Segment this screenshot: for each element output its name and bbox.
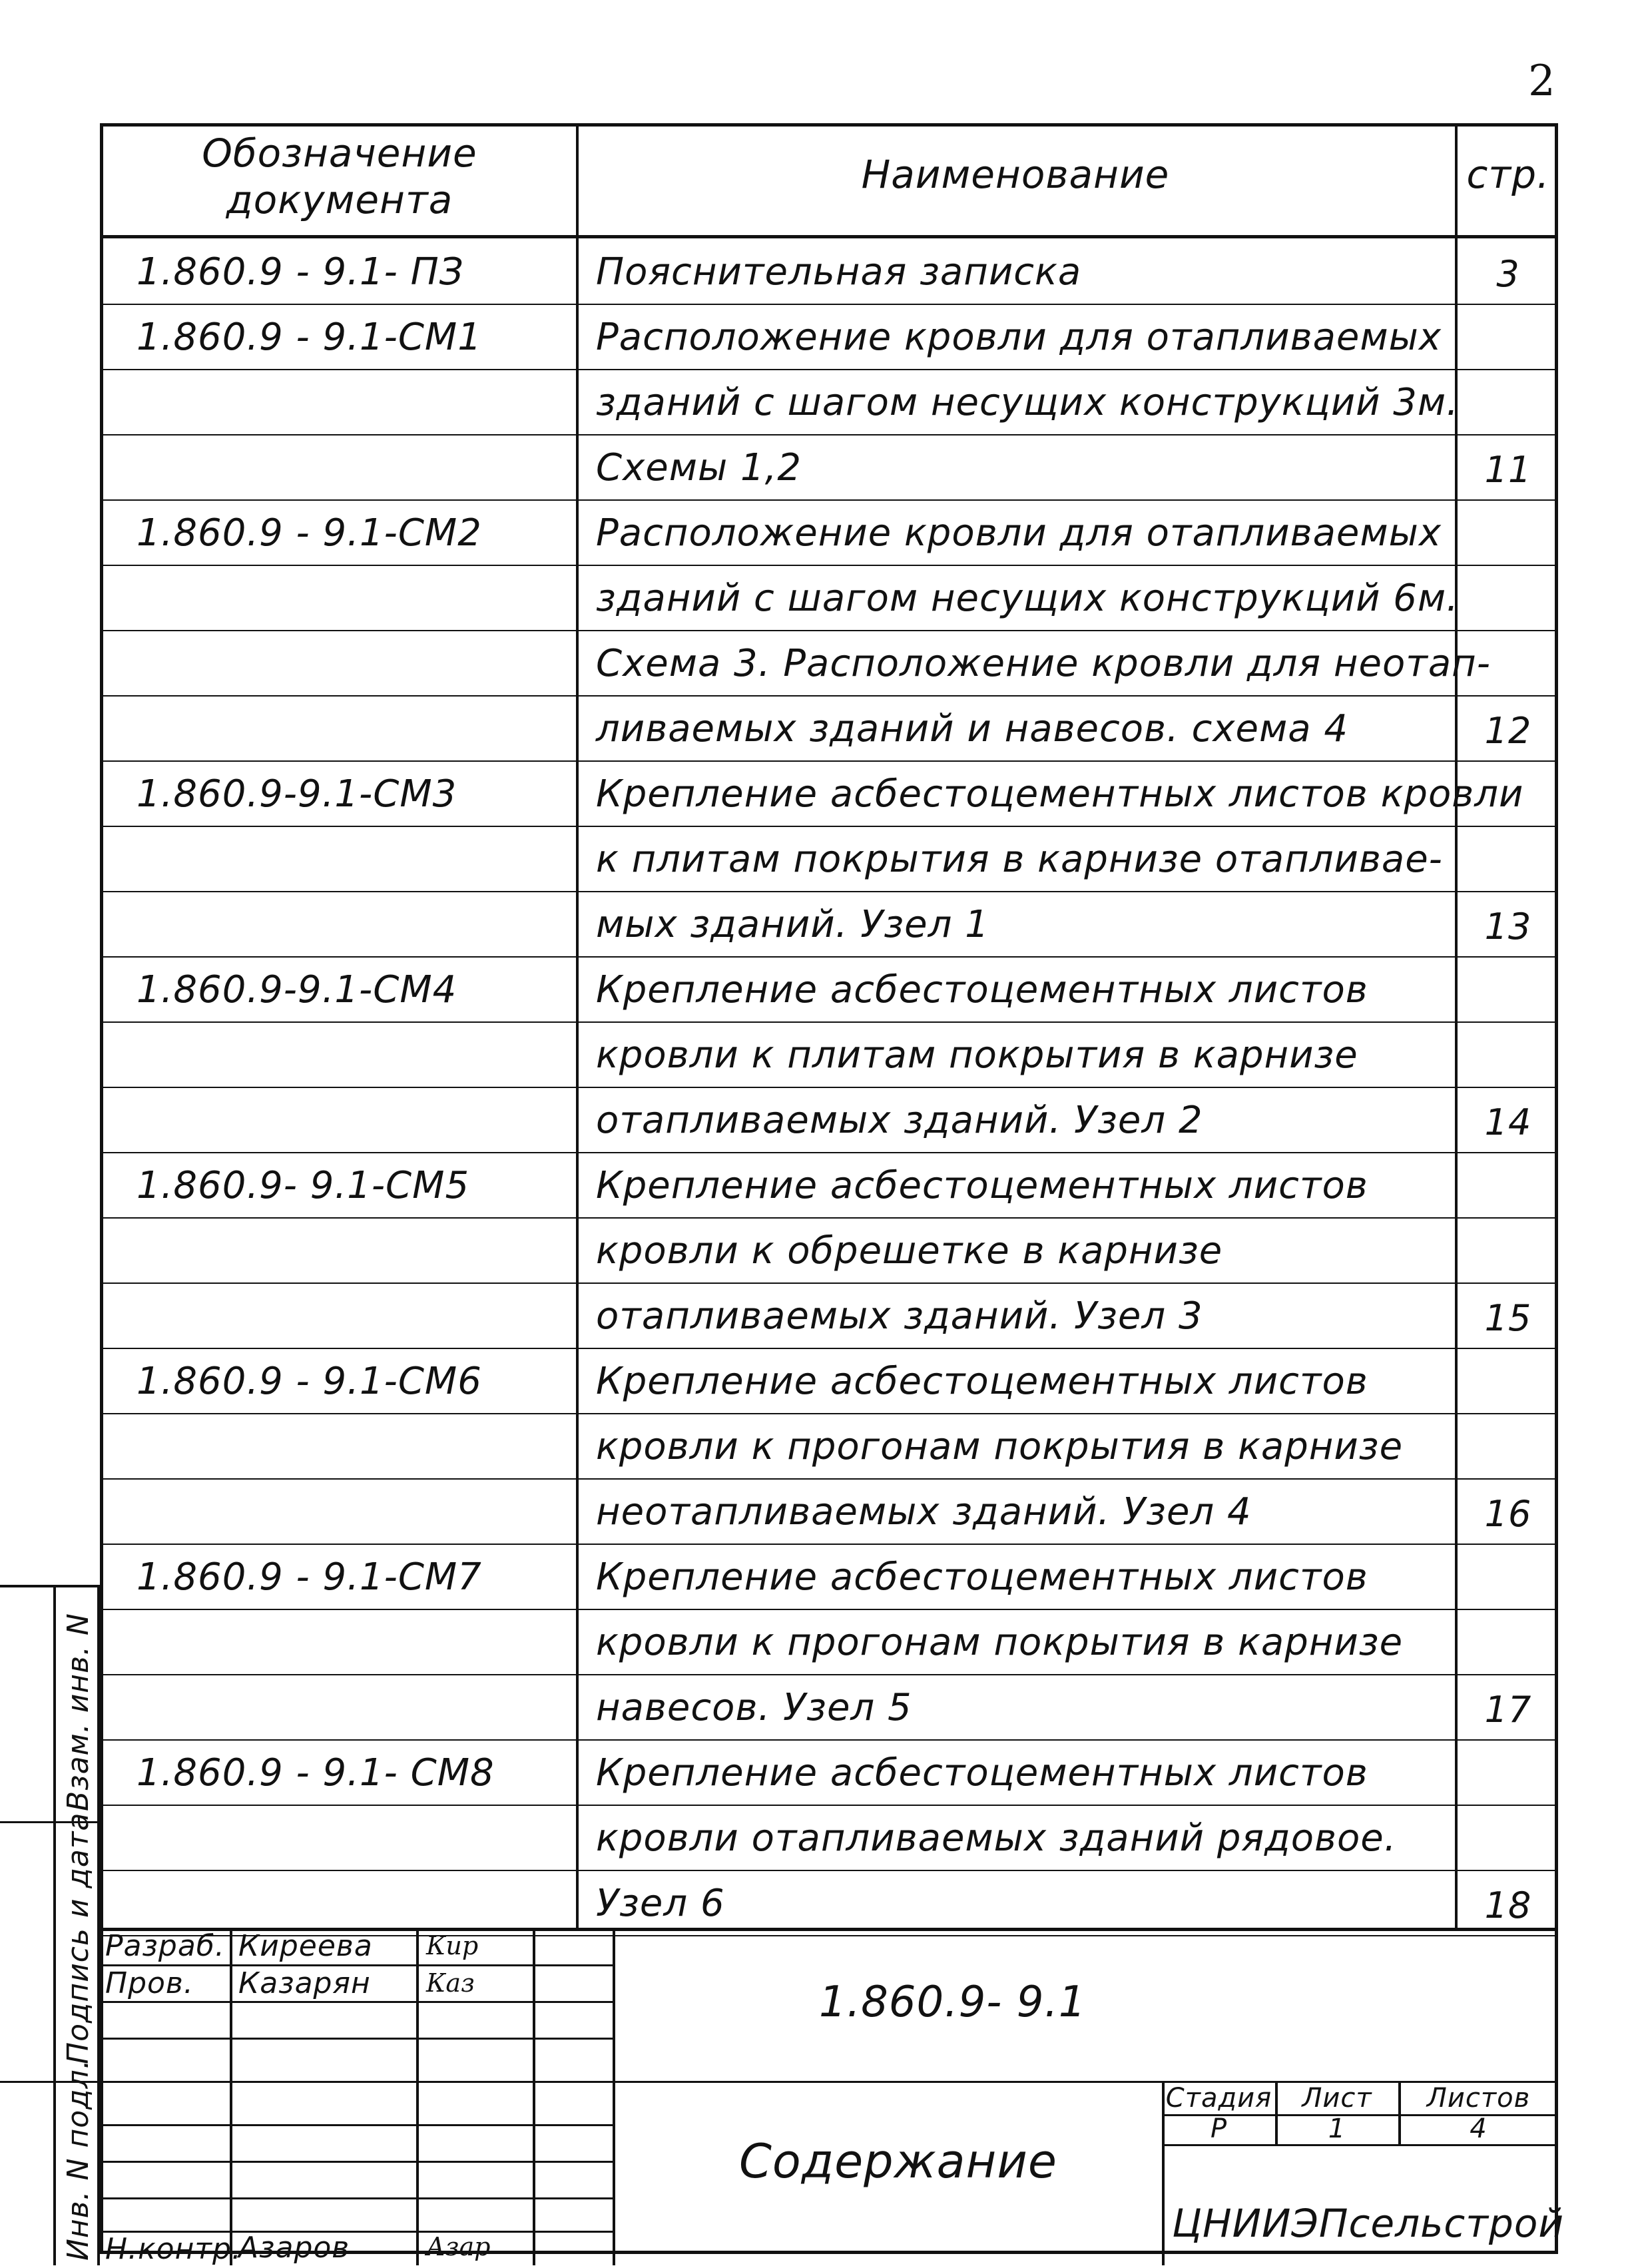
role-norm-control: Н.контр. [105, 2232, 242, 2266]
sheets-label: Листов [1426, 2083, 1531, 2114]
row-name: кровли к прогонам покрытия в карнизе [596, 1621, 1404, 1664]
row-divider [100, 565, 1558, 566]
role-developed: Разраб. [105, 1929, 225, 1963]
row-divider [100, 1087, 1558, 1088]
header-designation-line2: документа [226, 177, 453, 222]
row-code: 1.860.9 - 9.1- ПЗ [136, 250, 464, 294]
row-page: 13 [1484, 906, 1532, 948]
header-name: Наименование [861, 152, 1170, 197]
signature-checked: Каз [426, 1968, 475, 1998]
row-code: 1.860.9-9.1-СМ3 [136, 772, 457, 816]
row-name: кровли отапливаемых зданий рядовое. [596, 1817, 1397, 1860]
row-code: 1.860.9 - 9.1-СМ1 [136, 316, 482, 359]
title-block-doc-code: 1.860.9- 9.1 [819, 1978, 1087, 2027]
row-name: навесов. Узел 5 [596, 1686, 912, 1729]
row-code: 1.860.9- 9.1-СМ5 [136, 1164, 470, 1207]
row-page: 3 [1496, 253, 1520, 295]
side-inv-replace: Взам. инв. N [61, 1613, 95, 1811]
row-code: 1.860.9 - 9.1-СМ2 [136, 511, 482, 555]
row-divider [100, 1152, 1558, 1153]
row-name: Схемы 1,2 [596, 446, 802, 489]
header-designation [107, 130, 573, 223]
row-divider [100, 630, 1558, 631]
tb-row-5 [100, 2124, 613, 2126]
row-divider [100, 1413, 1558, 1414]
person-norm-control: Азаров [238, 2231, 350, 2265]
row-page: 18 [1484, 1884, 1532, 1926]
row-name: Расположение кровли для отапливаемых [596, 316, 1442, 359]
side-stamp-col-2 [97, 1585, 100, 2265]
row-name: Крепление асбестоцементных листов [596, 1360, 1368, 1403]
row-name: мых зданий. Узел 1 [596, 903, 989, 946]
row-name: кровли к обрешетке в карнизе [596, 1229, 1223, 1273]
row-divider [100, 1674, 1558, 1675]
tb-row-7 [100, 2197, 613, 2199]
sheet-label: Лист [1302, 2083, 1372, 2114]
tb-col-2 [416, 1928, 419, 2265]
row-divider [100, 369, 1558, 370]
tb-stage-values [1162, 2144, 1558, 2146]
row-name: Крепление асбестоцементных листов [596, 1751, 1368, 1795]
row-name: ливаемых зданий и навесов. схема 4 [596, 707, 1348, 750]
row-divider [100, 499, 1558, 501]
row-name: кровли к плитам покрытия в карнизе [596, 1033, 1358, 1077]
row-name: неотапливаемых зданий. Узел 4 [596, 1490, 1252, 1534]
row-divider [100, 1739, 1558, 1741]
person-developed: Киреева [238, 1929, 373, 1963]
row-name: кровли к прогонам покрытия в карнизе [596, 1425, 1404, 1468]
page-number: 2 [1528, 57, 1555, 106]
row-name: зданий с шагом несущих конструкций 3м. [596, 381, 1459, 424]
row-name: Крепление асбестоцементных листов кровли [596, 772, 1524, 816]
stage-value: Р [1210, 2114, 1228, 2144]
row-code: 1.860.9 - 9.1-СМ7 [136, 1556, 482, 1599]
row-page: 15 [1484, 1297, 1532, 1339]
tb-col-1 [230, 1928, 232, 2265]
row-divider [100, 1478, 1558, 1480]
row-name: Расположение кровли для отапливаемых [596, 511, 1442, 555]
title-block-title: Содержание [739, 2134, 1057, 2189]
row-code: 1.860.9 - 9.1-СМ6 [136, 1360, 482, 1403]
row-name: Узел 6 [596, 1882, 725, 1925]
row-page: 11 [1484, 449, 1532, 491]
side-stamp-col-1 [53, 1585, 56, 2265]
row-name: к плитам покрытия в карнизе отапливае- [596, 838, 1443, 881]
row-name: отапливаемых зданий. Узел 3 [596, 1294, 1203, 1338]
row-divider [100, 891, 1558, 892]
sheets-value: 4 [1470, 2114, 1488, 2144]
row-name: Крепление асбестоцементных листов [596, 1556, 1368, 1599]
row-page: 17 [1484, 1689, 1532, 1731]
row-name: Крепление асбестоцементных листов [596, 968, 1368, 1011]
row-divider [100, 760, 1558, 762]
person-checked: Казарян [238, 1966, 371, 2000]
row-code: 1.860.9-9.1-СМ4 [136, 968, 457, 1011]
row-name: зданий с шагом несущих конструкций 6м. [596, 577, 1459, 620]
row-code: 1.860.9 - 9.1- СМ8 [136, 1751, 495, 1795]
header-page: стр. [1466, 152, 1550, 197]
row-divider [100, 1217, 1558, 1219]
row-name: отапливаемых зданий. Узел 2 [596, 1099, 1203, 1142]
row-name: Пояснительная записка [596, 250, 1082, 294]
sheet-value: 1 [1328, 2114, 1346, 2144]
row-name: Схема 3. Расположение кровли для неотап- [596, 642, 1491, 685]
tb-row-2 [100, 2001, 613, 2003]
column-divider-code [576, 123, 579, 1928]
role-checked: Пров. [105, 1966, 194, 2000]
row-divider [100, 1021, 1558, 1023]
row-page: 12 [1484, 710, 1532, 752]
row-divider [100, 1348, 1558, 1349]
row-page: 16 [1484, 1493, 1532, 1535]
row-divider [100, 434, 1558, 435]
row-divider [100, 695, 1558, 697]
row-divider [100, 1870, 1558, 1871]
row-divider [100, 304, 1558, 305]
header-designation-line1: Обозначение [202, 131, 477, 176]
tb-col-3 [533, 1928, 535, 2265]
stage-label: Стадия [1165, 2083, 1272, 2114]
header-divider [100, 235, 1558, 238]
row-page: 14 [1484, 1101, 1532, 1143]
organization-name: ЦНИИЭПсельстрой [1172, 2201, 1565, 2246]
row-divider [100, 1544, 1558, 1545]
side-sign-date: Подпись и дата [61, 1812, 95, 2064]
row-divider [100, 956, 1558, 958]
row-name: Крепление асбестоцементных листов [596, 1164, 1368, 1207]
side-inv-orig: Инв. N подл. [61, 2059, 95, 2261]
row-divider [100, 1609, 1558, 1610]
row-divider [100, 1805, 1558, 1806]
row-divider [100, 826, 1558, 827]
tb-row-3 [100, 2038, 613, 2040]
row-divider [100, 1282, 1558, 1284]
tb-col-4 [613, 1928, 615, 2265]
signature-norm-control: Азар [426, 2232, 491, 2261]
signature-developed: Кир [426, 1931, 479, 1960]
tb-row-6 [100, 2161, 613, 2163]
